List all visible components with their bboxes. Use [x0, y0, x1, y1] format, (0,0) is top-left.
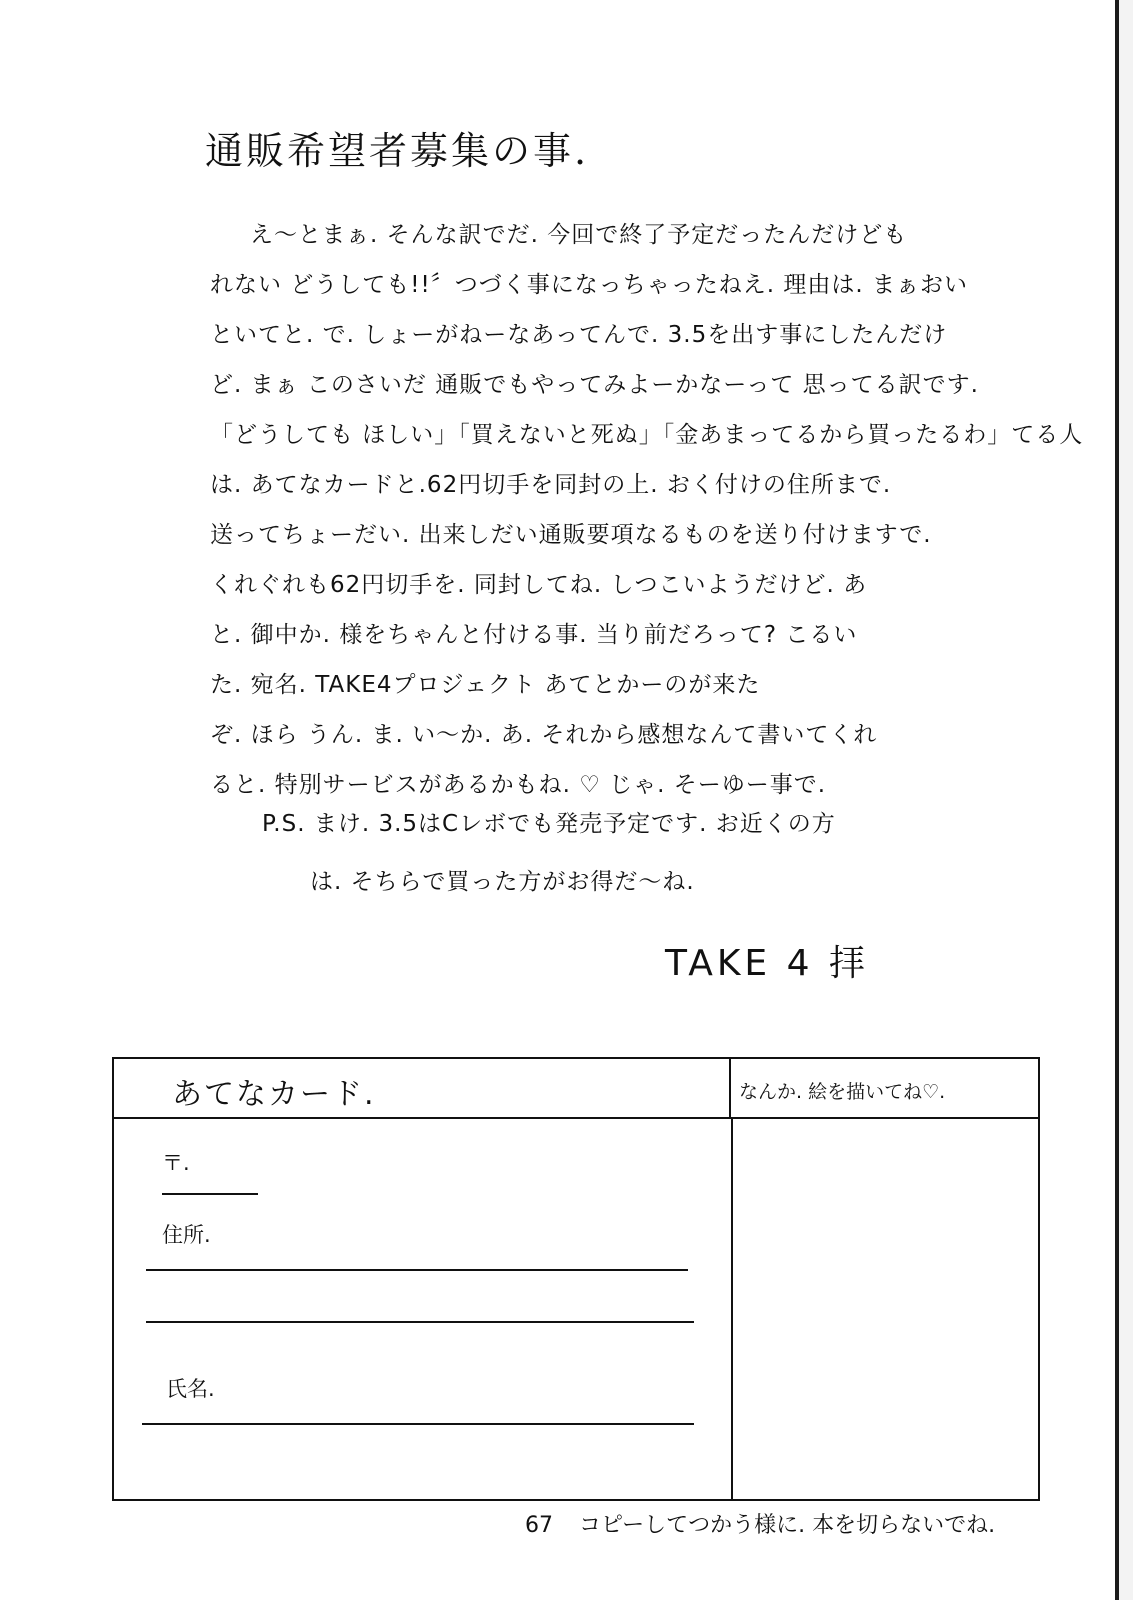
footer-note — [525, 1508, 995, 1539]
name-line[interactable] — [142, 1423, 694, 1425]
signature: TAKE 4 拝 — [665, 943, 869, 984]
address-line-1[interactable] — [146, 1269, 688, 1271]
letter-line: ると. 特別サービスがあるかもね. ♡ じゃ. そーゆー事で. — [210, 772, 827, 798]
letter-line: は. あてなカードと.62円切手を同封の上. おく付けの住所まで. — [210, 472, 892, 498]
letter-line: 送ってちょーだい. 出来しだい通販要項なるものを送り付けますで. — [210, 522, 932, 548]
postal-code-label: 〒. — [162, 1151, 190, 1175]
postal-code-line[interactable] — [162, 1193, 258, 1195]
address-line-2[interactable] — [146, 1321, 694, 1323]
letter-line: え〜とまぁ. そんな訳でだ. 今回で終了予定だったんだけども — [250, 222, 908, 248]
letter-line: と. 御中か. 様をちゃんと付ける事. 当り前だろって? こるい — [210, 622, 858, 648]
page-edge — [1115, 0, 1119, 1600]
name-label: 氏名. — [166, 1377, 215, 1401]
letter-line: れない どうしても!!〞つづく事になっちゃったねえ. 理由は. まぁおい — [210, 272, 968, 298]
letter-line: ど. まぁ このさいだ 通販でもやってみよーかなーって 思ってる訳です. — [210, 372, 979, 398]
letter-line: といてと. で. しょーがねーなあってんで. 3.5を出す事にしたんだけ — [210, 322, 948, 348]
letter-body — [210, 210, 1084, 810]
letter-line: くれぐれも62円切手を. 同封してね. しつこいようだけど. あ — [210, 572, 868, 598]
letter-line: ぞ. ほら うん. ま. い〜か. あ. それから感想なんて書いてくれ — [210, 722, 878, 748]
address-card — [112, 1057, 1040, 1501]
postscript-line: は. そちらで買った方がお得だ〜ね. — [310, 869, 695, 895]
page-number: 67 — [525, 1513, 553, 1538]
letter-line: た. 宛名. TAKE4プロジェクト あてとかーのが来た — [210, 672, 761, 698]
page-edge-shadow — [1119, 0, 1133, 1600]
copy-instruction: コピーしてつかう様に. 本を切らないでね. — [579, 1513, 996, 1538]
drawing-area[interactable] — [733, 1119, 1036, 1497]
postscript-line: P.S. まけ. 3.5はCレボでも発売予定です. お近くの方 — [262, 811, 836, 837]
letter-line: 「どうしても ほしい」「買えないと死ぬ」「金あまってるから買ったるわ」てる人 — [210, 422, 1084, 448]
address-label: 住所. — [162, 1223, 211, 1247]
drawing-area-header — [731, 1059, 1038, 1119]
drawing-area-title: なんか. 絵を描いてね♡. — [739, 1081, 946, 1103]
page-title: 通販希望者募集の事. — [205, 129, 590, 173]
postscript — [262, 795, 1022, 911]
address-card-title: あてなカード. — [172, 1077, 376, 1112]
address-card-header — [114, 1059, 731, 1119]
